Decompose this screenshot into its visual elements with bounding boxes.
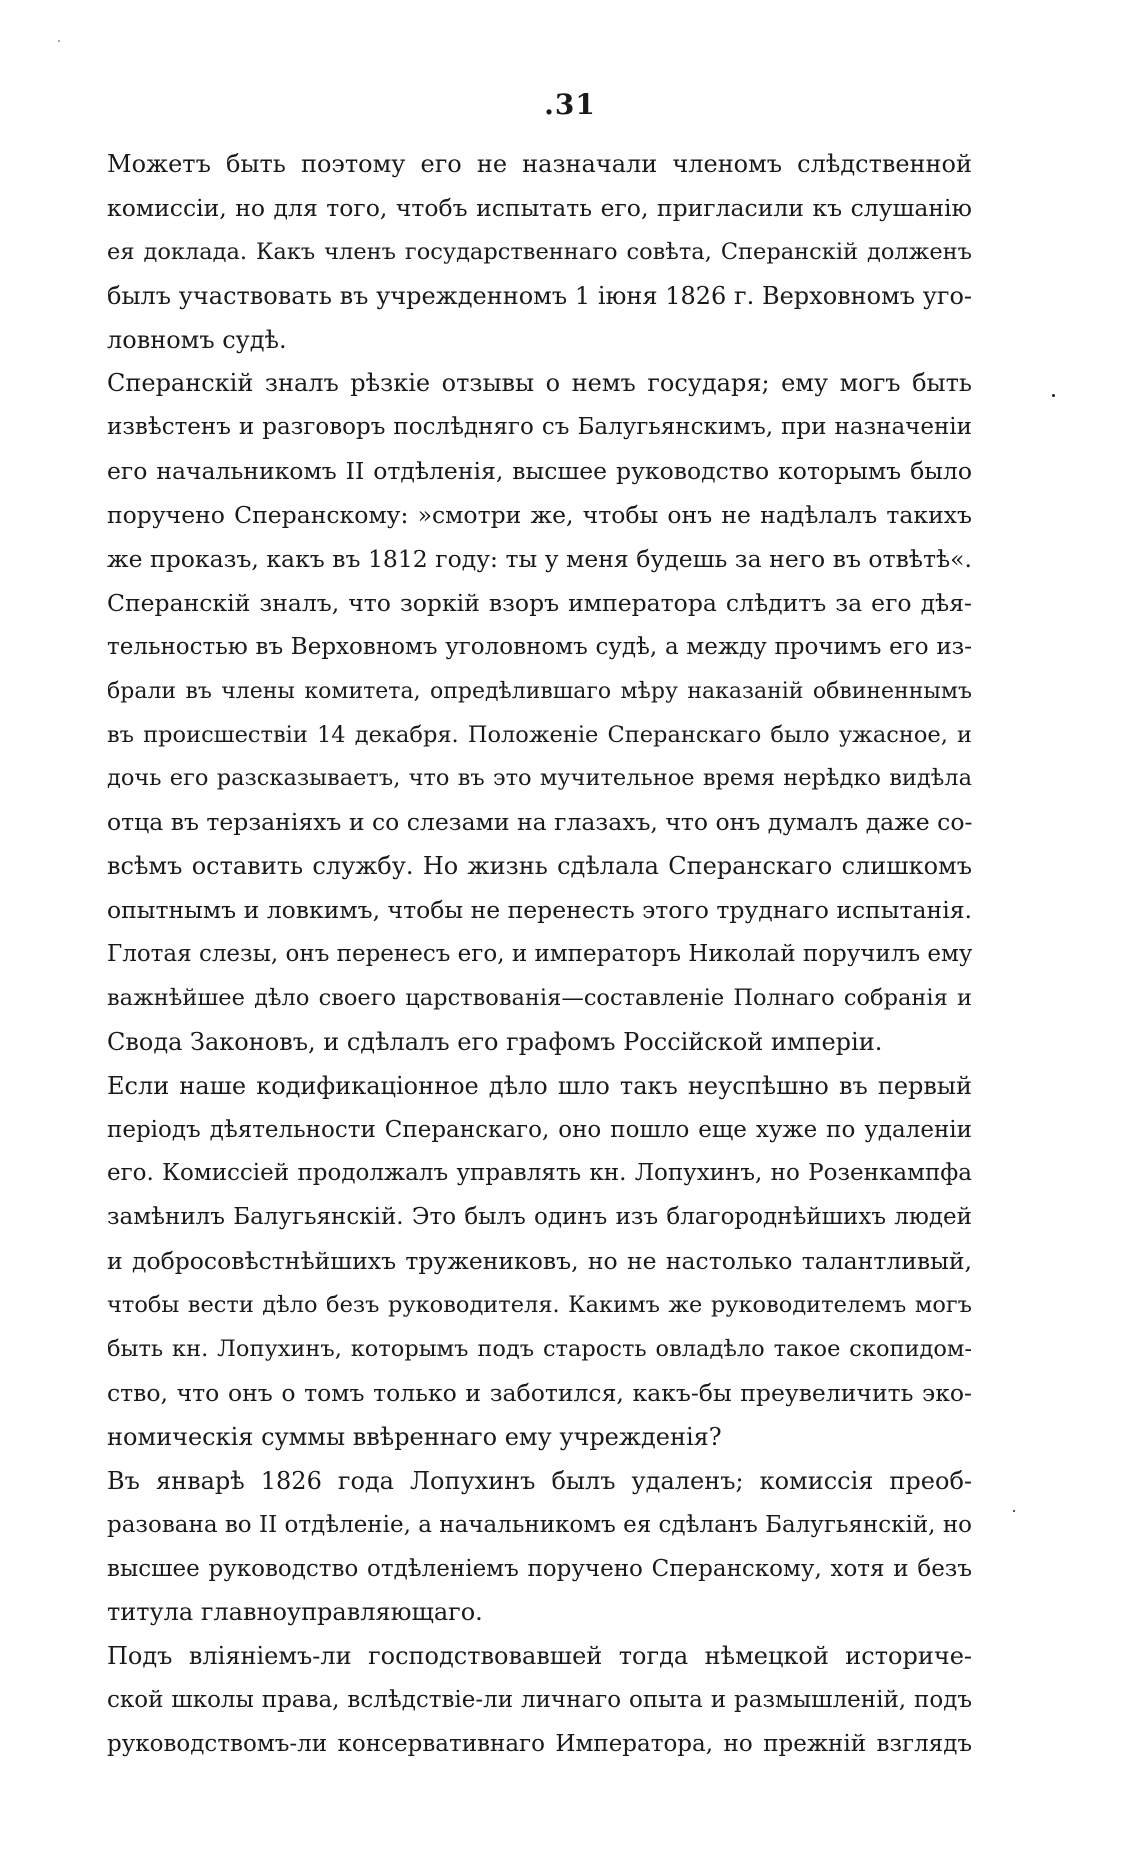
text-line: ство, что онъ о томъ только и заботился, какъ-бы преувеличить эко- xyxy=(107,1378,972,1407)
text-line: Свода Законовъ, и сдѣлалъ его графомъ Россійской имперіи. xyxy=(107,1027,883,1056)
text-line: Глотая слезы, онъ перенесъ его, и императоръ Николай поручилъ ему xyxy=(107,941,972,968)
text-line: важнѣйшее дѣло своего царствованія—составленіе Полнаго собранія и xyxy=(107,984,972,1011)
text-line: извѣстенъ и разговоръ послѣдняго съ Балугьянскимъ, при назначеніи xyxy=(107,414,972,441)
text-line: поручено Сперанскому: »смотри же, чтобы онъ не надѣлалъ такихъ xyxy=(107,501,972,530)
text-line: въ происшествіи 14 декабря. Положеніе Сперанскаго было ужасное, и xyxy=(107,721,972,748)
text-line: ской школы права, вслѣдствіе-ли личнаго опыта и размышленій, подъ xyxy=(107,1687,972,1714)
scan-speck xyxy=(58,40,60,42)
text-line: чтобы вести дѣло безъ руководителя. Какимъ же руководителемъ могъ xyxy=(107,1292,972,1319)
text-line: титула главноуправляющаго. xyxy=(107,1598,483,1627)
text-line: ловномъ судѣ. xyxy=(107,325,287,354)
text-line: же проказъ, какъ въ 1812 году: ты у меня будешь за него въ отвѣтѣ«. xyxy=(107,545,972,574)
scan-speck xyxy=(1013,1510,1015,1512)
text-line: замѣнилъ Балугьянскій. Это былъ одинъ изъ благороднѣйшихъ людей xyxy=(107,1204,972,1231)
text-line: былъ участвовать въ учрежденномъ 1 іюня 1826 г. Верховномъ уго- xyxy=(107,281,972,310)
text-line: Сперанскій зналъ рѣзкіе отзывы о немъ государя; ему могъ быть xyxy=(107,369,972,398)
text-line: разована во II отдѣленіе, а начальникомъ ея сдѣланъ Балугьянскій, но xyxy=(107,1511,972,1538)
text-line: ея доклада. Какъ членъ государственнаго совѣта, Сперанскій долженъ xyxy=(107,238,972,265)
text-line: его. Комиссіей продолжалъ управлять кн. Лопухинъ, но Розенкампфа xyxy=(107,1160,972,1187)
text-line: и добросовѣстнѣйшихъ тружениковъ, но не настолько талантливый, xyxy=(107,1247,972,1276)
text-line: Можетъ быть поэтому его не назначали членомъ слѣдственной xyxy=(107,150,972,178)
text-line: періодъ дѣятельности Сперанскаго, оно пошло еще хуже по удаленіи xyxy=(107,1116,972,1143)
text-line: быть кн. Лопухинъ, которымъ подъ старость овладѣло такое скопидом- xyxy=(107,1336,972,1363)
text-line: опытнымъ и ловкимъ, чтобы не перенесть этого труднаго испытанія. xyxy=(107,896,972,925)
text-line: тельностью въ Верховномъ уголовномъ судѣ, а между прочимъ его из- xyxy=(107,633,972,660)
scan-speck xyxy=(1052,394,1055,397)
text-line: руководствомъ-ли консервативнаго Императора, но прежній взглядъ xyxy=(107,1731,972,1758)
text-line: Сперанскій зналъ, что зоркій взоръ императора слѣдитъ за его дѣя- xyxy=(107,588,972,617)
text-line: высшее руководство отдѣленіемъ поручено Сперанскому, хотя и безъ xyxy=(107,1555,972,1582)
text-line: номическія суммы ввѣреннаго ему учрежденія? xyxy=(107,1422,722,1451)
text-line: комиссіи, но для того, чтобъ испытать его, пригласили къ слушанію xyxy=(107,193,972,222)
text-line: отца въ терзаніяхъ и со слезами на глазахъ, что онъ думалъ даже со- xyxy=(107,808,972,837)
text-line: Подъ вліяніемъ-ли господствовавшей тогда нѣмецкой историче- xyxy=(107,1642,972,1671)
text-line: всѣмъ оставить службу. Но жизнь сдѣлала Сперанскаго слишкомъ xyxy=(107,852,972,881)
body-text xyxy=(107,143,972,1767)
text-line: его начальникомъ II отдѣленія, высшее руководство которымъ было xyxy=(107,457,972,486)
page-number: .31 xyxy=(544,88,596,121)
text-line: дочь его разсказываетъ, что въ это мучительное время нерѣдко видѣла xyxy=(107,765,972,792)
text-line: Если наше кодификаціонное дѣло шло такъ неуспѣшно въ первый xyxy=(107,1071,972,1100)
text-line: Въ январѣ 1826 года Лопухинъ былъ удаленъ; комиссія преоб- xyxy=(107,1466,972,1495)
text-line: брали въ члены комитета, опредѣлившаго мѣру наказаній обвиненнымъ xyxy=(107,678,972,704)
